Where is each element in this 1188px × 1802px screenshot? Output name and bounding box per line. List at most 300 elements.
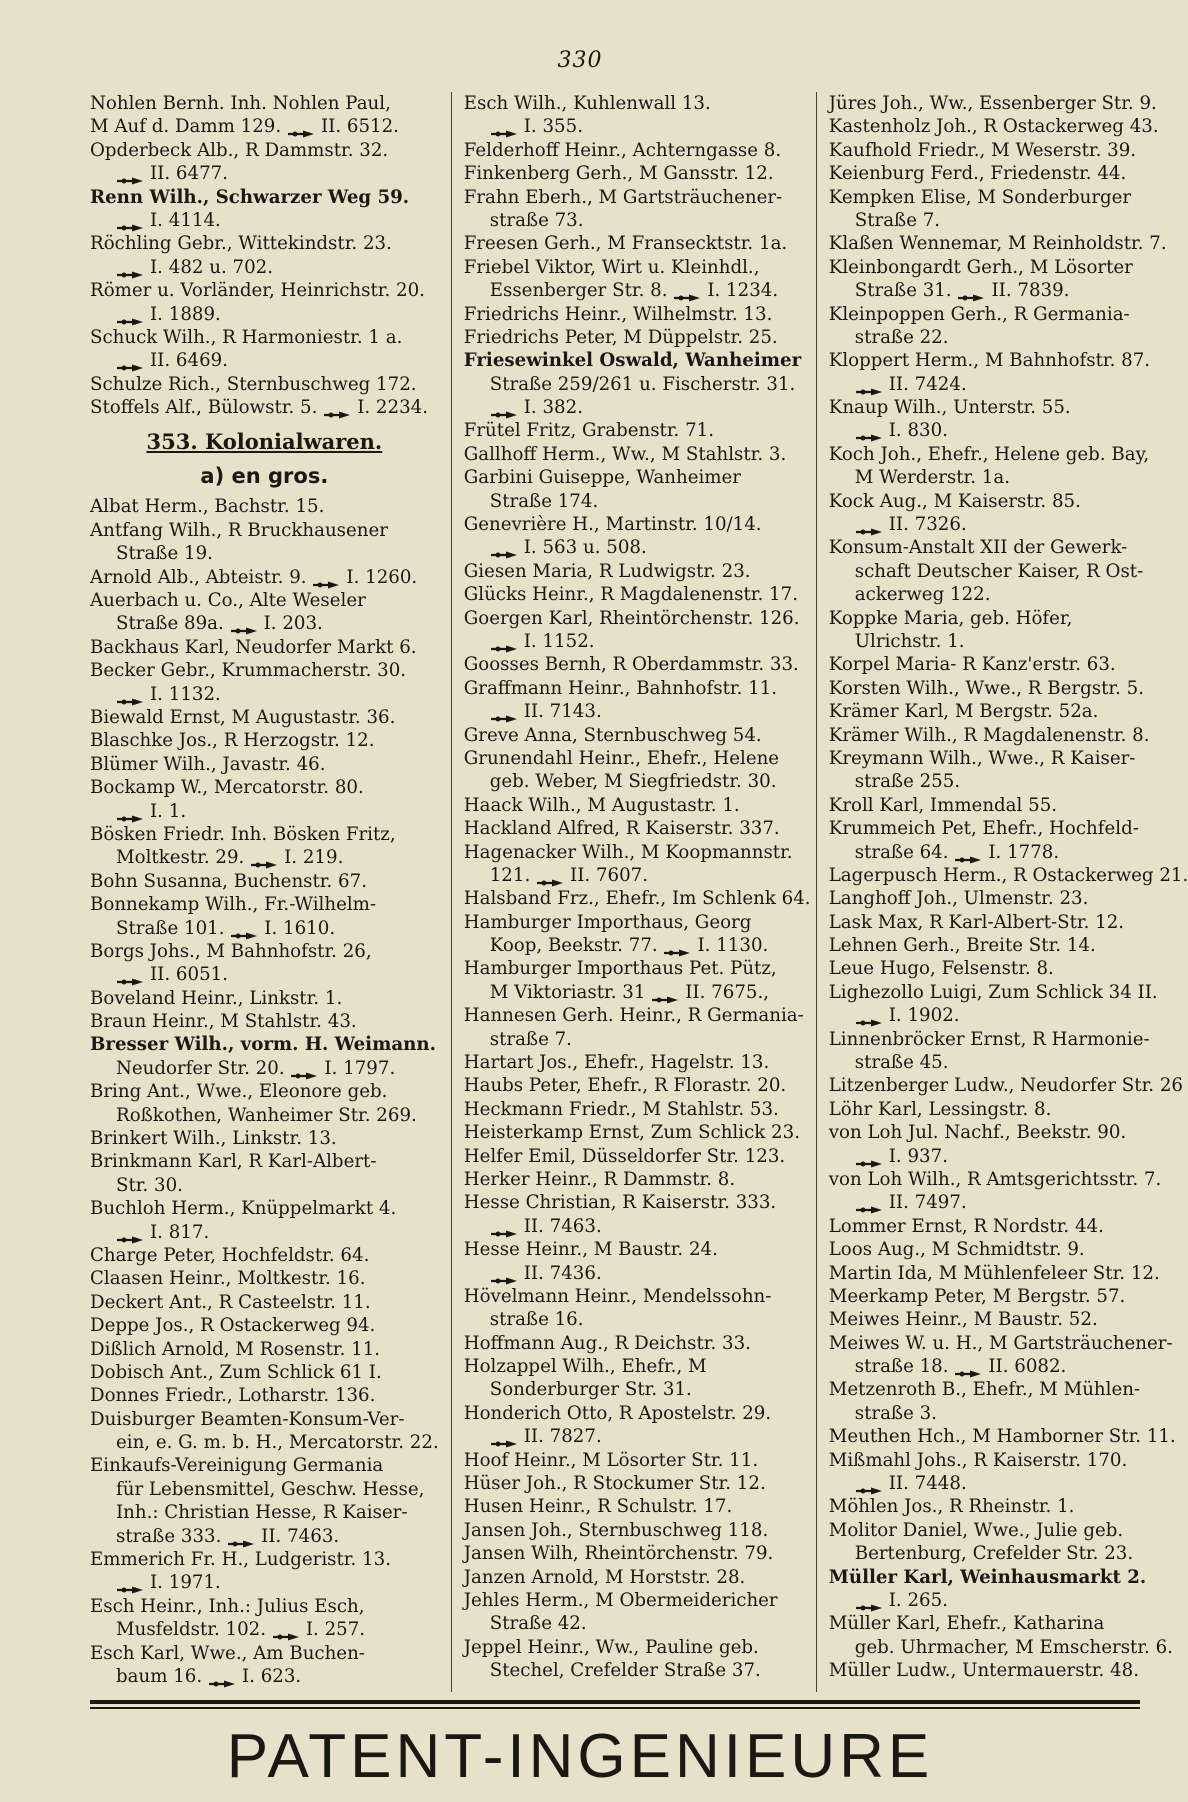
directory-line [464,419,804,442]
entry-text: Kock Aug., M Kaiserstr. 85. [828,490,1081,512]
entry-text: Straße 19. [116,543,213,565]
directory-line [464,1285,804,1308]
directory-line [464,303,804,326]
entry-text: baum 16. [116,1666,203,1687]
directory-columns [90,92,1188,1692]
entry-text: von Loh Jul. Nachf., Beekstr. 90. [828,1122,1127,1144]
entry-text: Loos Aug., M Schmidtstr. 9. [828,1239,1085,1261]
directory-line [464,1215,804,1238]
phone-number: II. 6469. [150,350,228,372]
entry-text: Meuthen Hch., M Hamborner Str. 11. [828,1426,1176,1448]
directory-line [829,607,1149,630]
phone-number: I. 1152. [523,630,595,652]
entry-text: Jeppel Heinr., Ww., Pauline geb. [463,1636,759,1658]
phone-number: I. 623. [241,1666,302,1687]
entry-text: Haack Wilh., M Augustastr. 1. [463,794,740,816]
directory-line [90,1454,439,1477]
directory-line [90,1408,439,1431]
telephone-pointer-icon [116,690,146,700]
directory-line [829,1238,1149,1261]
directory-line [90,940,439,963]
directory-line [464,1355,804,1378]
directory-line [464,92,804,115]
phone-number: I. 1130. [697,935,769,957]
entry-text: straße 18. [854,1356,949,1378]
entry-text: Molitor Daniel, Wwe., Julie geb. [828,1519,1124,1541]
entry-text: Goergen Karl, Rheintörchenstr. 126. [463,607,800,629]
telephone-pointer-icon [954,1362,984,1372]
telephone-pointer-icon [490,707,520,717]
telephone-pointer-icon [536,871,566,881]
entry-text: Halsband Frz., Ehefr., Im Schlenk 64. [463,888,811,910]
entry-text: Graffmann Heinr., Bahnhofstr. 11. [463,677,778,699]
directory-line [464,490,804,513]
entry-text: Arnold Alb., Abteistr. 9. [90,566,307,588]
entry-text: Leue Hugo, Felsenstr. 8. [828,958,1054,980]
phone-number: II. 7607. [570,864,649,886]
directory-line [90,1033,439,1056]
entry-text: Bring Ant., Wwe., Eleonore geb. [90,1081,388,1103]
entry-text: Krämer Wilh., R Magdalenenstr. 8. [828,724,1150,746]
entry-text: Müller Karl, Ehefr., Katharina [828,1613,1105,1635]
directory-line [90,139,439,162]
directory-line [90,92,439,115]
directory-line [829,653,1149,676]
entry-text: Mißmahl Johs., R Kaiserstr. 170. [828,1449,1128,1471]
directory-line [464,139,804,162]
directory-line [828,864,1188,887]
entry-text: Einkaufs-Vereinigung Germania [90,1455,384,1477]
phone-number: I. 1234. [707,280,779,302]
directory-line [464,186,804,209]
telephone-pointer-icon [663,941,693,951]
column-2 [451,92,816,1692]
telephone-pointer-icon [116,1578,146,1588]
entry-text: Opderbeck Alb., R Dammstr. 32. [90,139,389,161]
directory-line [829,911,1149,934]
directory-line [829,583,1149,606]
entry-text: M Auf d. Damm 129. [90,116,282,138]
phone-number: I. 257. [305,1619,366,1641]
directory-line [464,1659,804,1682]
directory-line [464,1098,804,1121]
entry-text: Linnenbröcker Ernst, R Harmonie- [828,1028,1150,1050]
telephone-pointer-icon [490,122,520,132]
directory-line [464,1566,804,1589]
phone-number: I. 482 u. 702. [150,256,274,278]
directory-line [90,823,439,846]
entry-text: Biewald Ernst, M Augustastr. 36. [90,706,396,728]
directory-line [464,677,804,700]
directory-line [464,1145,804,1168]
directory-line [90,683,439,706]
telephone-pointer-icon [287,122,317,132]
directory-line [829,560,1149,583]
entry-text: Konsum-Anstalt XII der Gewerk- [828,537,1128,559]
directory-line [90,963,439,986]
entry-text: geb. Uhrmacher, M Emscherstr. 6. [854,1636,1173,1658]
telephone-pointer-icon [290,1064,320,1074]
directory-line [90,1197,439,1220]
phone-number: II. 6477. [150,163,228,185]
directory-line [829,1495,1149,1518]
entry-text: Bertenburg, Crefelder Str. 23. [854,1543,1134,1565]
directory-line [464,957,804,980]
directory-line [829,256,1149,279]
directory-line [90,636,439,659]
entry-text: Schuck Wilh., R Harmoniestr. 1 a. [90,326,403,348]
directory-line [90,1244,439,1267]
directory-line [90,519,439,542]
directory-line [829,677,1149,700]
entry-text: Straße 42. [489,1613,587,1635]
directory-line [464,209,804,232]
telephone-pointer-icon [272,1625,302,1635]
directory-line [464,1402,804,1425]
entry-text: straße 45. [854,1052,949,1074]
entry-text: Garbini Guiseppe, Wanheimer [463,467,742,489]
directory-line [90,659,439,682]
directory-line [464,349,804,372]
phone-number: I. 382. [523,397,583,419]
phone-number: II. 7675., [685,981,770,1003]
directory-line [828,1262,1160,1285]
directory-line [829,279,1149,302]
telephone-pointer-icon [116,169,146,179]
phone-number: I. 563 u. 508. [523,537,647,559]
directory-line [829,513,1149,536]
entry-text: Donnes Friedr., Lotharstr. 136. [90,1385,376,1407]
entry-text: Schulze Rich., Sternbuschweg 172. [90,373,417,395]
phone-number: II. 6512. [320,116,399,138]
telephone-pointer-icon [490,403,520,413]
directory-line [90,1104,439,1127]
directory-line [829,747,1149,770]
telephone-pointer-icon [855,1479,885,1489]
directory-line [464,560,804,583]
directory-line [464,1028,804,1051]
entry-text: Straße 31. [854,280,952,302]
entry-text: straße 7. [489,1028,572,1050]
directory-line [828,92,1157,115]
directory-line [829,162,1149,185]
entry-text: Kloppert Herm., M Bahnhofstr. 87. [828,350,1151,372]
directory-line [90,800,439,823]
phone-number: I. 1797. [324,1057,396,1079]
entry-text: Straße 174. [489,490,599,512]
phone-number: II. 7839. [991,280,1070,302]
phone-number: I. 219. [284,847,344,869]
directory-line [464,1378,804,1401]
telephone-pointer-icon [227,1532,257,1542]
directory-line [464,115,804,138]
directory-line [828,1074,1183,1097]
entry-text: Brinkert Wilh., Linkstr. 13. [90,1128,337,1150]
directory-line [90,729,439,752]
directory-line [90,542,439,565]
directory-line [90,209,439,232]
phone-number: I. 203. [263,613,323,635]
entry-text: Grunendahl Heinr., Ehefr., Helene [463,747,780,769]
phone-number: I. 817. [150,1221,210,1243]
directory-line [464,256,804,279]
entry-text: Straße 89a. [116,613,224,635]
directory-line [828,1168,1162,1191]
directory-line [464,1004,804,1027]
directory-line [829,490,1149,513]
entry-text: Hannesen Gerh. Heinr., R Germania- [463,1005,804,1027]
telephone-pointer-icon [490,1269,520,1279]
telephone-pointer-icon [855,1152,885,1162]
entry-text: Straße 7. [854,209,941,231]
entry-text: Krämer Karl, M Bergstr. 52a. [828,701,1099,723]
page-number: 330 [557,48,603,73]
telephone-pointer-icon [490,1222,520,1232]
directory-line [90,776,439,799]
directory-line [90,1665,439,1688]
phone-number: I. 1. [150,800,187,822]
entry-text: Straße 101. [116,917,225,939]
directory-line [464,279,804,302]
entry-text: Deckert Ant., R Casteelstr. 11. [90,1291,371,1313]
phone-number: I. 1132. [150,683,221,705]
entry-text: Esch Karl, Wwe., Am Buchen- [90,1642,365,1664]
entry-text: Koppke Maria, geb. Höfer, [828,607,1073,629]
entry-text: Haubs Peter, Ehefr., R Florastr. 20. [463,1075,787,1097]
directory-line [90,1314,439,1337]
directory-line [829,1191,1149,1214]
directory-line [90,1478,439,1501]
entry-text: Str. 30. [116,1174,183,1196]
directory-line [90,232,439,255]
entry-text: von Loh Wilh., R Amtsgerichtsstr. 7. [828,1168,1162,1190]
directory-line [829,1121,1149,1144]
directory-line [829,1215,1149,1238]
directory-line [464,1495,804,1518]
directory-line [829,1004,1149,1027]
directory-line [90,589,439,612]
phone-number: II. 7463. [523,1215,602,1237]
phone-number: I. 4114. [150,209,221,231]
directory-line [829,794,1149,817]
bottom-rule-thin [90,1707,1140,1709]
phone-number: II. 7497. [888,1192,967,1214]
directory-line [464,583,804,606]
directory-line [829,1636,1173,1659]
entry-text: Friedrichs Peter, M Düppelstr. 25. [463,326,778,348]
entry-text: Kempken Elise, M Sonderburger [828,186,1132,208]
entry-text: Borgs Johs., M Bahnhofstr. 26, [90,940,372,962]
entry-text: Duisburger Beamten-Konsum-Ver- [90,1408,405,1430]
entry-text: Dobisch Ant., Zum Schlick 61 I. [90,1361,382,1383]
entry-text: Lagerpusch Herm., R Ostackerweg 21. [828,864,1188,886]
entry-text: Herker Heinr., R Dammstr. 8. [463,1168,736,1190]
entry-text: Janzen Arnold, M Horststr. 28. [463,1566,746,1588]
entry-text: Nohlen Bernh. Inh. Nohlen Paul, [90,93,391,114]
entry-text: Heisterkamp Ernst, Zum Schlick 23. [463,1122,800,1144]
entry-text: Knaup Wilh., Unterstr. 55. [828,397,1071,419]
directory-line [464,770,804,793]
directory-line [90,1221,439,1244]
entry-text: Hesse Heinr., M Baustr. 24. [463,1239,718,1261]
directory-line [464,630,804,653]
directory-line [829,209,1149,232]
column-3 [816,92,1188,1692]
phone-number: I. 937. [888,1145,948,1167]
directory-line [829,1589,1149,1612]
entry-text: ackerweg 122. [854,584,991,606]
footer-banner: PATENT-INGENIEURE [226,1722,934,1791]
subsection-heading [90,461,439,491]
phone-number: II. 7436. [523,1262,602,1284]
telephone-pointer-icon [490,1432,520,1442]
directory-line [90,1595,439,1618]
telephone-pointer-icon [323,403,353,413]
entry-text: Hesse Christian, R Kaiserstr. 333. [463,1192,777,1214]
entry-text: Inh.: Christian Hesse, R Kaiser- [116,1502,408,1524]
entry-text: Meiwes W. u. H., M Gartsträuchener- [828,1332,1173,1354]
directory-line [90,303,439,326]
telephone-pointer-icon [208,1672,238,1682]
directory-line [90,1127,439,1150]
phone-number: I. 265. [888,1590,948,1611]
entry-text: straße 64. [854,841,949,863]
entry-text: Moltkestr. 29. [116,847,245,869]
entry-text: straße 255. [854,771,961,793]
phone-number: I. 1902. [888,1005,960,1027]
directory-line [829,1519,1149,1542]
directory-line [464,934,804,957]
entry-text: Friedrichs Heinr., Wilhelmstr. 13. [463,303,773,325]
telephone-pointer-icon [116,970,146,980]
entry-text: Giesen Maria, R Ludwigstr. 23. [463,560,751,582]
directory-line [90,1384,439,1407]
entry-text: Bresser Wilh., vorm. H. Weimann. [90,1034,436,1056]
entry-text: Martin Ida, M Mühlenfeleer Str. 12. [828,1262,1160,1284]
directory-line [464,1332,804,1355]
entry-text: Hamburger Importhaus Pet. Pütz, [463,958,777,980]
directory-line [829,1659,1149,1682]
directory-line [90,256,439,279]
telephone-pointer-icon [855,380,885,390]
phone-number: I. 1889. [150,303,221,325]
directory-line [829,396,1149,419]
entry-text: Frütel Fritz, Grabenstr. 71. [463,420,715,442]
entry-text: Kroll Karl, Immendal 55. [828,794,1058,816]
phone-number: I. 830. [888,420,948,442]
directory-line [90,917,439,940]
entry-text: Musfeldstr. 102. [116,1619,267,1641]
entry-text: Friebel Viktor, Wirt u. Kleinhdl., [463,256,760,278]
entry-text: Auerbach u. Co., Alte Weseler [90,590,366,612]
entry-text: Müller Karl, Weinhausmarkt 2. [828,1566,1147,1588]
entry-text: Blümer Wilh., Javastr. 46. [90,753,326,775]
directory-line [90,326,439,349]
directory-line [90,1361,439,1384]
directory-line [464,700,804,723]
entry-text: Stechel, Crefelder Straße 37. [489,1660,761,1682]
entry-text: Sonderburger Str. 31. [489,1379,692,1401]
directory-line [829,1449,1149,1472]
entry-text: Roßkothen, Wanheimer Str. 269. [116,1104,417,1126]
directory-line [464,747,804,770]
entry-text: Helfer Emil, Düsseldorfer Str. 123. [463,1145,786,1167]
entry-text: Hoof Heinr., M Lösorter Str. 11. [463,1449,759,1471]
directory-line [829,1378,1149,1401]
directory-line [464,911,804,934]
entry-text: Straße 259/261 u. Fischerstr. 31. [489,373,796,395]
entry-text: Gallhoff Herm., Ww., M Stahlstr. 3. [463,443,787,465]
directory-line [829,1051,1149,1074]
entry-text: Honderich Otto, R Apostelstr. 29. [463,1402,772,1424]
directory-line [464,724,804,747]
directory-line [829,887,1149,910]
directory-line [90,1080,439,1103]
directory-line [90,1618,439,1641]
entry-text: Hartart Jos., Ehefr., Hagelstr. 13. [463,1052,770,1074]
entry-text: M Viktoriastr. 31 [489,981,646,1003]
phone-number: II. 7448. [888,1473,967,1495]
directory-line [90,987,439,1010]
entry-text: Dißlich Arnold, M Rosenstr. 11. [90,1338,381,1360]
directory-line [464,1589,804,1612]
directory-line [464,841,804,864]
directory-line [90,1501,439,1524]
directory-line [829,700,1149,723]
directory-line [828,1425,1176,1448]
entry-text: Greve Anna, Sternbuschweg 54. [463,724,762,746]
directory-line [464,864,804,887]
directory-line [90,396,439,419]
directory-line [464,466,804,489]
entry-text: 353. Kolonialwaren. [146,429,383,455]
directory-line [829,326,1149,349]
entry-text: Frahn Eberh., M Gartsträuchener- [463,186,783,208]
directory-line [829,186,1149,209]
directory-line [829,1285,1149,1308]
entry-text: Bösken Friedr. Inh. Bösken Fritz, [90,823,396,845]
directory-line [464,1074,804,1097]
directory-line [829,1566,1149,1589]
entry-text: Kreymann Wilh., Wwe., R Kaiser- [828,747,1136,769]
entry-text: Albat Herm., Bachstr. 15. [90,496,325,518]
directory-line [464,981,804,1004]
directory-line [464,1051,804,1074]
directory-line [90,495,439,518]
directory-line [90,1431,439,1454]
telephone-pointer-icon [673,286,703,296]
directory-line [464,1636,804,1659]
directory-line [90,279,439,302]
entry-text: Meerkamp Peter, M Bergstr. 57. [828,1285,1126,1307]
phone-number: II. 7143. [523,701,602,723]
directory-line [829,349,1149,372]
directory-line [463,887,811,910]
phone-number: II. 7463. [261,1525,340,1547]
directory-line [829,1472,1149,1495]
entry-text: Bockamp W., Mercatorstr. 80. [90,777,364,799]
directory-line [90,115,439,138]
entry-text: straße 16. [489,1309,584,1331]
directory-line [90,1267,439,1290]
phone-number: I. 2234. [357,397,429,419]
telephone-pointer-icon [855,1011,885,1021]
directory-line [829,1028,1149,1051]
entry-text: Antfang Wilh., R Bruckhausener [90,519,388,541]
telephone-pointer-icon [651,988,681,998]
entry-text: Freesen Gerh., M Fransecktstr. 1a. [463,233,788,255]
directory-line [829,139,1149,162]
